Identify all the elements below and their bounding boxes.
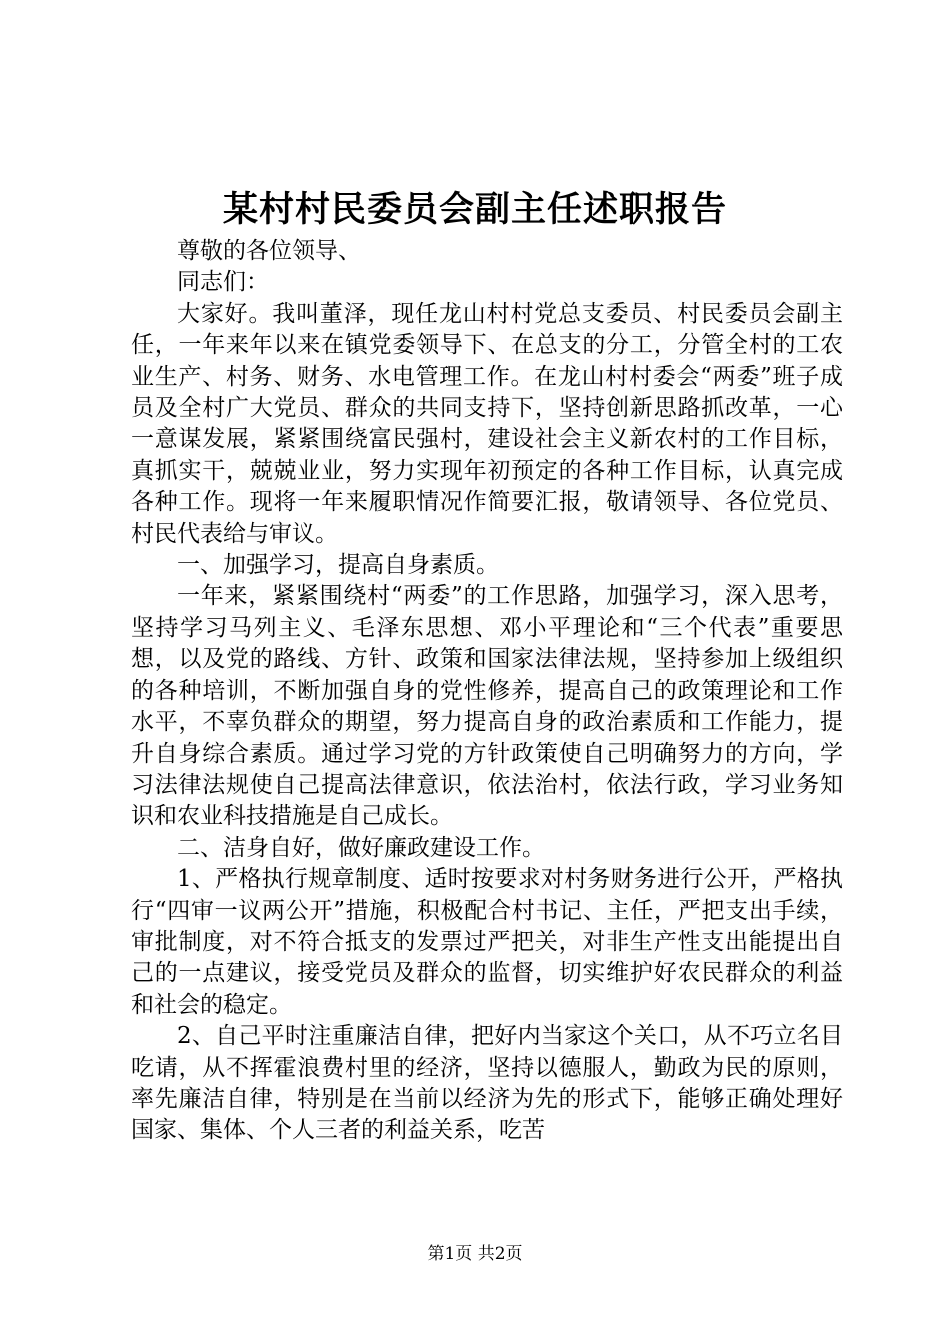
intro-paragraph: 大家好。我叫董泽，现任龙山村村党总支委员、村民委员会副主任，一年来年以来在镇党委领导下、在总支的分工，分管全村的工农业生产、村务、财务、水电管理工作。在龙山村村委会“两委”班子成员及全村广大党员、群众的共同支持下，坚持创新思路抓改革，一心一意谋发展，紧紧围绕富民强村，建设社会主义新农村的工作目标，真抓实干，兢兢业业，努力实现年初预定的各种工作目标，认真完成各种工作。现将一年来履职情况作简要汇报，敬请领导、各位党员、村民代表给与审议。 [131,300,843,547]
section-heading-1: 一、加强学习，提高自身素质。 [177,552,499,579]
section-1-paragraph: 一年来，紧紧围绕村“两委”的工作思路，加强学习，深入思考，坚持学习马列主义、毛泽东思想、邓小平理论和“三个代表”重要思想，以及党的路线、方针、政策和国家法律法规，坚持参加上级组织的各种培训，不断加强自身的党性修养，提高自己的政策理论和工作水平，不辜负群众的期望，努力提高自身的政治素质和工作能力，提升自身综合素质。通过学习党的方针政策使自己明确努力的方向，学习法律法规使自己提高法律意识，依法治村，依法行政，学习业务知识和农业科技措施是自己成长。 [131,583,843,830]
section-heading-2: 二、洁身自好，做好廉政建设工作。 [177,834,545,861]
salutation-line-2: 同志们： [177,269,269,296]
salutation-line-1: 尊敬的各位领导、 [177,238,361,264]
section-2-item-2: 2、自己平时注重廉洁自律，把好内当家这个关口，从不巧立名目吃请，从不挥霍浪费村里的经济，坚持以德服人，勤政为民的原则，率先廉洁自律，特别是在当前以经济为先的形式下，能够正确处理好国家、集体、个人三者的利益关系，吃苦 [131,1023,843,1144]
section-2-item-1: 1、严格执行规章制度、适时按要求对村务财务进行公开，严格执行“四审一议两公开”措施，积极配合村书记、主任，严把支出手续，审批制度，对不符合抵支的发票过严把关，对非生产性支出能提出自己的一点建议，接受党员及群众的监督，切实维护好农民群众的利益和社会的稳定。 [131,866,843,1018]
document-body [131,236,843,1147]
page-footer: 第1页 共2页 [427,1244,523,1264]
document-title: 某村村民委员会副主任述职报告 [222,189,727,230]
